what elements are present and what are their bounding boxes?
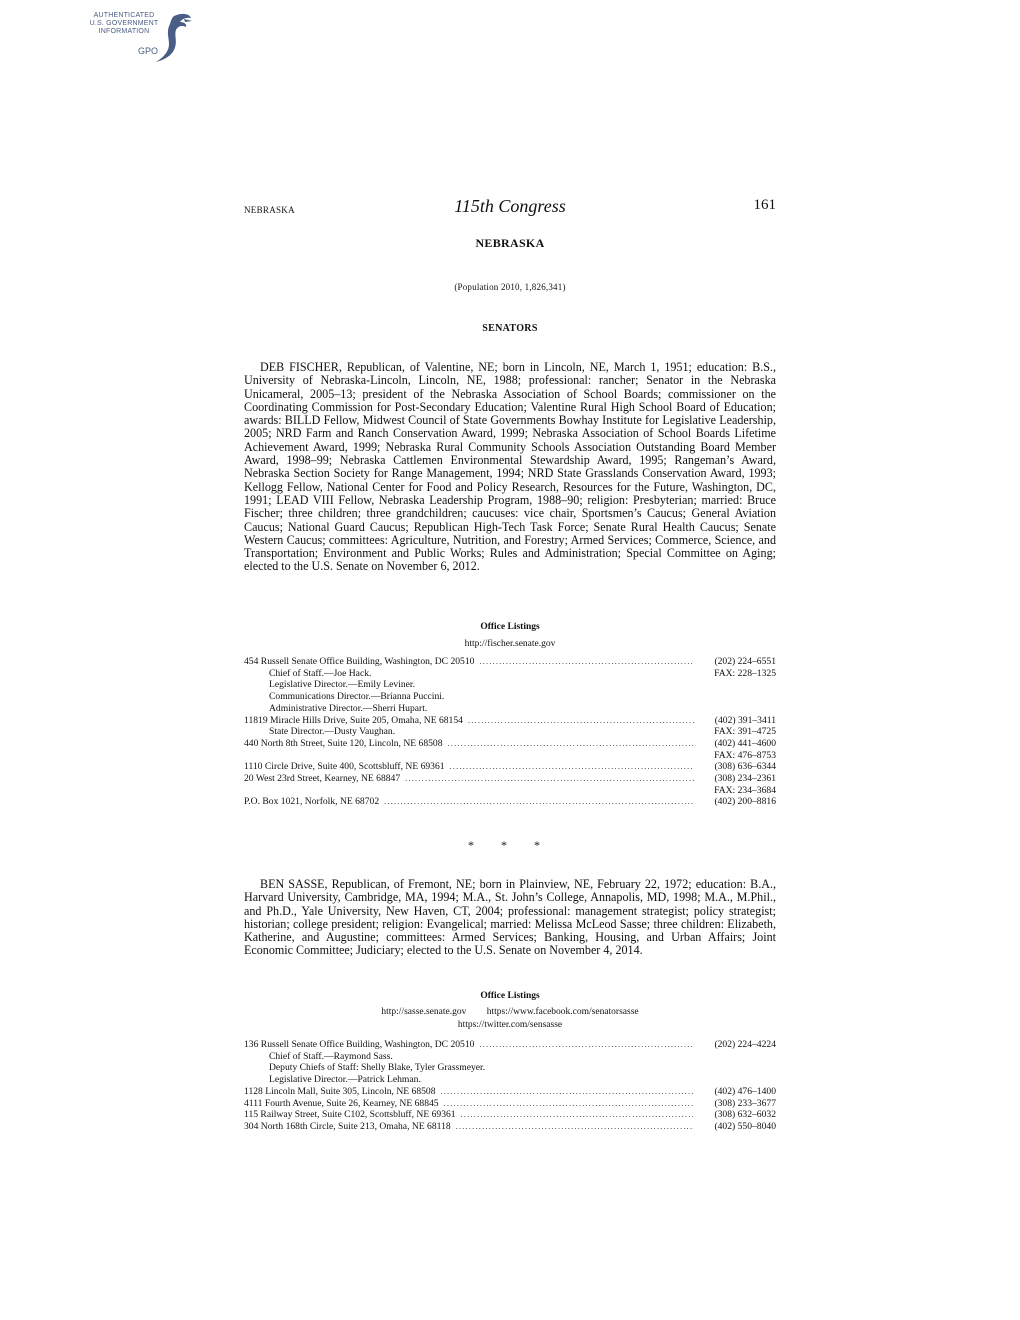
office-address: 20 West 23rd Street, Kearney, NE 68847 bbox=[244, 773, 401, 785]
page-number: 161 bbox=[753, 197, 776, 213]
office-listings-heading: Office Listings bbox=[480, 622, 540, 632]
staff-entry: Administrative Director.—Sherri Hupart. bbox=[269, 702, 428, 714]
staff-entry: State Director.—Dusty Vaughan. bbox=[269, 726, 396, 738]
staff-row bbox=[244, 703, 776, 715]
leader-dots bbox=[468, 715, 694, 727]
staff-row bbox=[244, 726, 776, 738]
fax-number: FAX: 228–1325 bbox=[714, 667, 776, 679]
staff-row bbox=[244, 679, 776, 691]
state-title: NEBRASKA bbox=[475, 236, 545, 250]
office-address-row bbox=[244, 796, 776, 808]
website-link[interactable]: http://sasse.senate.gov bbox=[381, 1007, 467, 1017]
office-address: 454 Russell Senate Office Building, Washington, DC 20510 bbox=[244, 656, 475, 667]
staff-entry: Chief of Staff.—Raymond Sass. bbox=[269, 1050, 393, 1062]
office-phone: (308) 234–2361 bbox=[714, 773, 776, 785]
logo-line-1: AUTHENTICATED bbox=[93, 12, 155, 19]
office-address-row bbox=[244, 1109, 776, 1121]
leader-dots bbox=[479, 1039, 694, 1051]
leader-dots bbox=[456, 1121, 694, 1133]
office-address: P.O. Box 1021, Norfolk, NE 68702 bbox=[244, 796, 380, 808]
office-address: 136 Russell Senate Office Building, Washington, DC 20510 bbox=[244, 1039, 475, 1050]
office-address-row bbox=[244, 1086, 776, 1098]
office-address-row bbox=[244, 761, 776, 773]
fax-row bbox=[244, 785, 776, 797]
leader-dots bbox=[384, 796, 694, 808]
office-phone: (402) 200–8816 bbox=[714, 796, 776, 808]
office-phone: (308) 233–3677 bbox=[714, 1097, 776, 1109]
staff-entry: Communications Director.—Brianna Puccini. bbox=[269, 691, 445, 703]
office-address-row bbox=[244, 715, 776, 727]
senators-heading: SENATORS bbox=[482, 323, 538, 334]
office-phone: (308) 636–6344 bbox=[714, 761, 776, 773]
gpo-authenticated-logo bbox=[86, 8, 196, 66]
logo-line-2: U.S. GOVERNMENT bbox=[89, 20, 159, 27]
fax-row bbox=[244, 750, 776, 762]
office-address: 1128 Lincoln Mall, Suite 305, Lincoln, NE 68508 bbox=[244, 1085, 436, 1097]
office-address: 115 Railway Street, Suite C102, Scottsbluff, NE 69361 bbox=[244, 1109, 456, 1121]
staff-row bbox=[244, 1062, 776, 1074]
senator-urls bbox=[244, 1007, 776, 1017]
population-note: (Population 2010, 1,826,341) bbox=[454, 282, 566, 292]
staff-entry: Chief of Staff.—Joe Hack. bbox=[269, 667, 372, 679]
office-address: 11819 Miracle Hills Drive, Suite 205, Omaha, NE 68154 bbox=[244, 714, 463, 726]
logo-line-3: INFORMATION bbox=[98, 28, 150, 35]
staff-row bbox=[244, 691, 776, 703]
office-address-row bbox=[244, 1039, 776, 1051]
senator-bio: DEB FISCHER, Republican, of Valentine, NE; born in Lincoln, NE, March 1, 1951; education: B.S., University of Nebraska-Lincoln, Lincoln, NE, 1988; professional: rancher; Senator in the Nebraska Unicameral, 2005–13; president of the Nebraska Association of School Boards; commissioner on the Coordinating Commission for Post-Secondary Education; Valentine Rural High School Board of Education; awards: BILLD Fellow, Midwest Council of State Governments Bowhay Institute for Legislative Leadership, 2005; NRD Farm and Ranch Conservation Award, 1999; Nebraska Association of School Boards Lifetime Achievement Award, 1999; Nebraska Rural Community Schools Association Outstanding Board Member Award, 1998–99; Nebraska Cattlemen Environmental Stewardship Award, 1995; Rangeman’s Award, Nebraska Section Society for Range Management, 1994; NRD State Grasslands Conservation Award, 1993; Kellogg Fellow, National Center for Food and Policy Research, Resources for the Future, Washington, DC, 1991; LEAD VIII Fellow, Nebraska Leadership Program, 1988–90; religion: Presbyterian; married: Bruce Fischer; three children; three grandchildren; caucuses: vice chair, Sportsmen’s Caucus; General Aviation Caucus; National Guard Caucus; Republican High-Tech Task Force; Senate Rural Health Caucus; Senate Western Caucus; committees: Agriculture, Nutrition, and Forestry; Armed Services; Commerce, Science, and Transportation; Environment and Public Works; Rules and Administration; Special Committee on Aging; elected to the U.S. Senate on November 6, 2012. bbox=[244, 360, 776, 574]
staff-row bbox=[244, 668, 776, 680]
section-separator: * * * bbox=[468, 838, 552, 852]
office-listings-heading: Office Listings bbox=[480, 991, 540, 1001]
fax-number: FAX: 234–3684 bbox=[714, 784, 776, 796]
office-phone: (402) 476–1400 bbox=[714, 1085, 776, 1097]
office-phone: (202) 224–6551 bbox=[714, 656, 776, 667]
running-head-title: 115th Congress bbox=[454, 196, 566, 216]
staff-entry: Deputy Chiefs of Staff: Shelly Blake, Tyler Grassmeyer. bbox=[269, 1062, 486, 1074]
senator-urls bbox=[244, 1020, 776, 1030]
office-phone: (202) 224–4224 bbox=[714, 1039, 776, 1050]
office-address: 440 North 8th Street, Suite 120, Lincoln, NE 68508 bbox=[244, 737, 443, 749]
office-address-row bbox=[244, 738, 776, 750]
office-listing bbox=[244, 1039, 776, 1133]
senator-urls bbox=[244, 639, 776, 649]
office-phone: (402) 391–3411 bbox=[714, 714, 776, 726]
facebook-link[interactable]: https://www.facebook.com/senatorsasse bbox=[486, 1007, 639, 1017]
office-address: 304 North 168th Circle, Suite 213, Omaha, NE 68118 bbox=[244, 1120, 451, 1132]
leader-dots bbox=[405, 773, 694, 785]
office-listing bbox=[244, 656, 776, 808]
fax-number: FAX: 391–4725 bbox=[714, 726, 776, 738]
office-phone: (402) 550–8040 bbox=[714, 1120, 776, 1132]
running-head bbox=[244, 196, 776, 220]
office-address-row bbox=[244, 773, 776, 785]
logo-gpo-mark: GPO bbox=[138, 46, 159, 56]
leader-dots bbox=[450, 761, 694, 773]
office-phone: (308) 632–6032 bbox=[714, 1109, 776, 1121]
running-head-state: NEBRASKA bbox=[244, 205, 295, 215]
website-link[interactable]: http://fischer.senate.gov bbox=[464, 639, 556, 649]
leader-dots bbox=[448, 738, 694, 750]
office-address-row bbox=[244, 656, 776, 668]
leader-dots bbox=[479, 656, 694, 668]
staff-row bbox=[244, 1051, 776, 1063]
leader-dots bbox=[461, 1109, 694, 1121]
office-address: 4111 Fourth Avenue, Suite 26, Kearney, NE 68845 bbox=[244, 1097, 439, 1109]
office-phone: (402) 441–4600 bbox=[714, 737, 776, 749]
leader-dots bbox=[441, 1086, 694, 1098]
office-address-row bbox=[244, 1121, 776, 1133]
fax-number: FAX: 476–8753 bbox=[714, 749, 776, 761]
office-address-row bbox=[244, 1098, 776, 1110]
staff-row bbox=[244, 1074, 776, 1086]
senator-bio: BEN SASSE, Republican, of Fremont, NE; born in Plainview, NE, February 22, 1972; education: B.A., Harvard University, Cambridge, MA, 1994; M.A., St. John’s College, Annapolis, MD, 1998; M.A., M.Phil., and Ph.D., Yale University, New Haven, CT, 2004; professional: management strategist; policy strategist; historian; college president; religion: Evangelical; married: Melissa McLeod Sasse; three children: Elizabeth, Katherine, and Augustine; committees: Armed Services; Banking, Housing, and Urban Affairs; Joint Economic Committee; Judiciary; elected to the U.S. Senate on November 4, 2014. bbox=[244, 877, 776, 958]
office-address: 1110 Circle Drive, Suite 400, Scottsbluff, NE 69361 bbox=[244, 761, 445, 773]
twitter-link[interactable]: https://twitter.com/sensasse bbox=[457, 1020, 563, 1030]
eagle-icon bbox=[144, 10, 194, 66]
staff-entry: Legislative Director.—Emily Leviner. bbox=[269, 679, 415, 691]
leader-dots bbox=[444, 1098, 694, 1110]
staff-entry: Legislative Director.—Patrick Lehman. bbox=[269, 1074, 421, 1086]
